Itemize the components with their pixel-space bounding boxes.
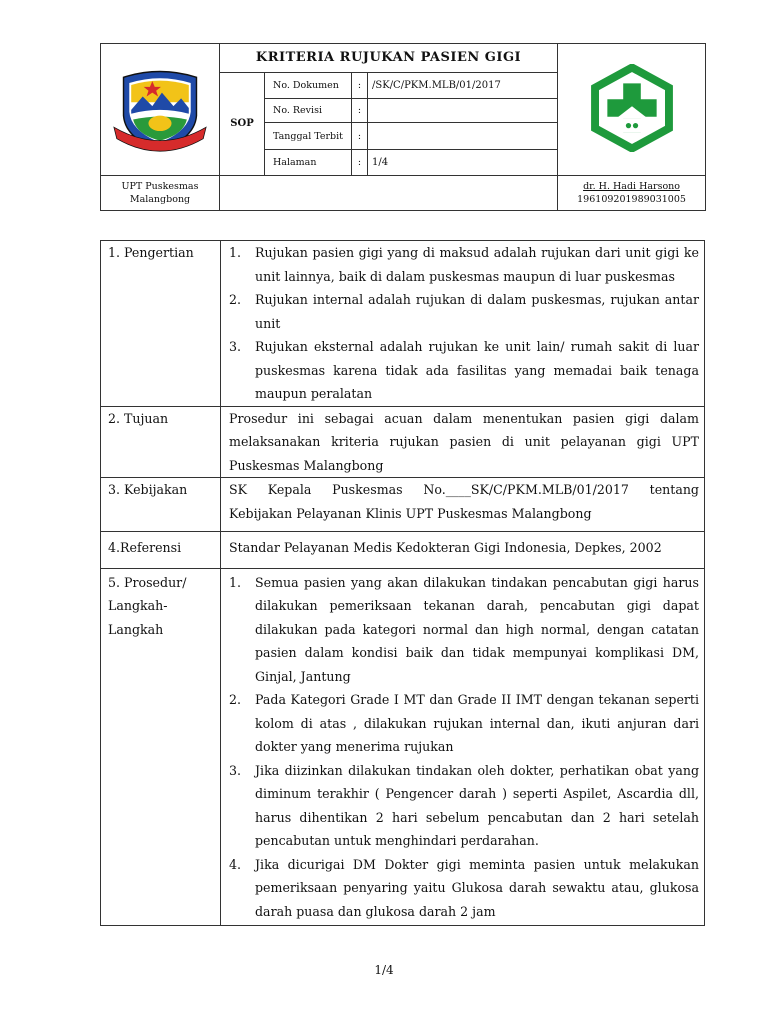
section-label: 1. Pengertian (101, 241, 221, 407)
signer-nip: 196109201989031005 (577, 194, 686, 206)
tanggal-terbit-label: Tanggal Terbit (265, 123, 352, 149)
puskesmas-logo-cell (558, 44, 706, 176)
section-tujuan (101, 406, 705, 478)
section-prosedur (101, 568, 705, 926)
kebijakan-text: SK Kepala Puskesmas No.____SK/C/PKM.MLB/01/2017 tentang Kebijakan Pelayanan Klinis UPT Puskesmas Malangbong (221, 478, 705, 532)
document-title: KRITERIA RUJUKAN PASIEN GIGI (220, 44, 558, 73)
organization-line-2: Malangbong (129, 194, 191, 206)
list-item: 3. Jika diizinkan dilakukan tindakan oleh dokter, perhatikan obat yang diminum terakhir ( Pengencer darah ) seperti Aspilet, Ascardia dll, harus dihentikan 2 hari sebelum pencabutan dan 2 hari setelah pencabutan untuk menghindari perdarahan. (229, 762, 699, 848)
sop-label: SOP (220, 72, 265, 176)
section-kebijakan (101, 478, 705, 532)
section-label: 4.Referensi (101, 532, 221, 569)
section-referensi (101, 532, 705, 569)
list-item: 4. Jika dicurigai DM Dokter gigi meminta pasien untuk melakukan pemeriksaan penyaring yaitu Glukosa darah sewaktu atau, glukosa darah puasa dan glukosa darah 2 jam (229, 856, 699, 919)
referensi-text: Standar Pelayanan Medis Kedokteran Gigi Indonesia, Depkes, 2002 (221, 532, 705, 569)
halaman-value: 1/4 (368, 149, 558, 175)
list-item: 1. Rujukan pasien gigi yang di maksud adalah rujukan dari unit gigi ke unit lainnya, baik di dalam puskesmas maupun di luar puskesmas (229, 245, 699, 284)
halaman-colon: : (352, 149, 368, 175)
pengertian-list (221, 241, 705, 407)
page-number: 1/4 (374, 963, 394, 977)
no-dokumen-colon: : (352, 72, 368, 98)
puskesmas-logo (588, 64, 676, 152)
sop-content-table (100, 240, 705, 926)
no-revisi-label: No. Revisi (265, 98, 352, 122)
prosedur-list (221, 568, 705, 926)
no-revisi-colon: : (352, 98, 368, 122)
section-label (101, 568, 221, 926)
tujuan-text: Prosedur ini sebagai acuan dalam menentukan pasien gigi dalam melaksanakan kriteria rujukan pasien di unit pelayanan gigi UPT Puskesmas Malangbong (221, 406, 705, 478)
signer-block (558, 176, 706, 211)
organization-name (101, 176, 220, 211)
list-item: 2. Rujukan internal adalah rujukan di dalam puskesmas, rujukan antar unit (229, 292, 699, 331)
section-label: 2. Tujuan (101, 406, 221, 478)
prosedur-label-line-3: Langkah (108, 621, 164, 637)
prosedur-label-line-1: 5. Prosedur/ (108, 574, 187, 590)
signature-blank (220, 176, 558, 211)
tanggal-terbit-value (368, 123, 558, 149)
no-revisi-value (368, 98, 558, 122)
regency-logo (112, 60, 208, 156)
organization-line-1: UPT Puskesmas (121, 181, 199, 193)
tanggal-terbit-colon: : (352, 123, 368, 149)
no-dokumen-label: No. Dokumen (265, 72, 352, 98)
halaman-label: Halaman (265, 149, 352, 175)
document-header (100, 43, 706, 211)
section-label: 3. Kebijakan (101, 478, 221, 532)
list-item: 2. Pada Kategori Grade I MT dan Grade II IMT dengan tekanan seperti kolom di atas , dilakukan rujukan internal dan, ikuti anjuran dari dokter yang menerima rujukan (229, 692, 699, 754)
prosedur-label-line-2: Langkah- (108, 598, 168, 613)
no-dokumen-value: /SK/C/PKM.MLB/01/2017 (368, 72, 558, 98)
section-pengertian (101, 241, 705, 407)
regency-logo-cell (101, 44, 220, 176)
list-item: 1. Semua pasien yang akan dilakukan tindakan pencabutan gigi harus dilakukan pemeriksaan tekanan darah, pencabutan gigi dapat dilakukan pada kategori normal dan high normal, dengan catatan pasien dalam kondisi baik dan tidak mempunyai komplikasi DM, Ginjal, Jantung (229, 574, 699, 684)
signer-name: dr. H. Hadi Harsono (583, 181, 681, 193)
list-item: 3. Rujukan eksternal adalah rujukan ke unit lain/ rumah sakit di luar puskesmas karena tidak ada fasilitas yang memadai baik tenaga maupun peralatan (229, 339, 699, 401)
